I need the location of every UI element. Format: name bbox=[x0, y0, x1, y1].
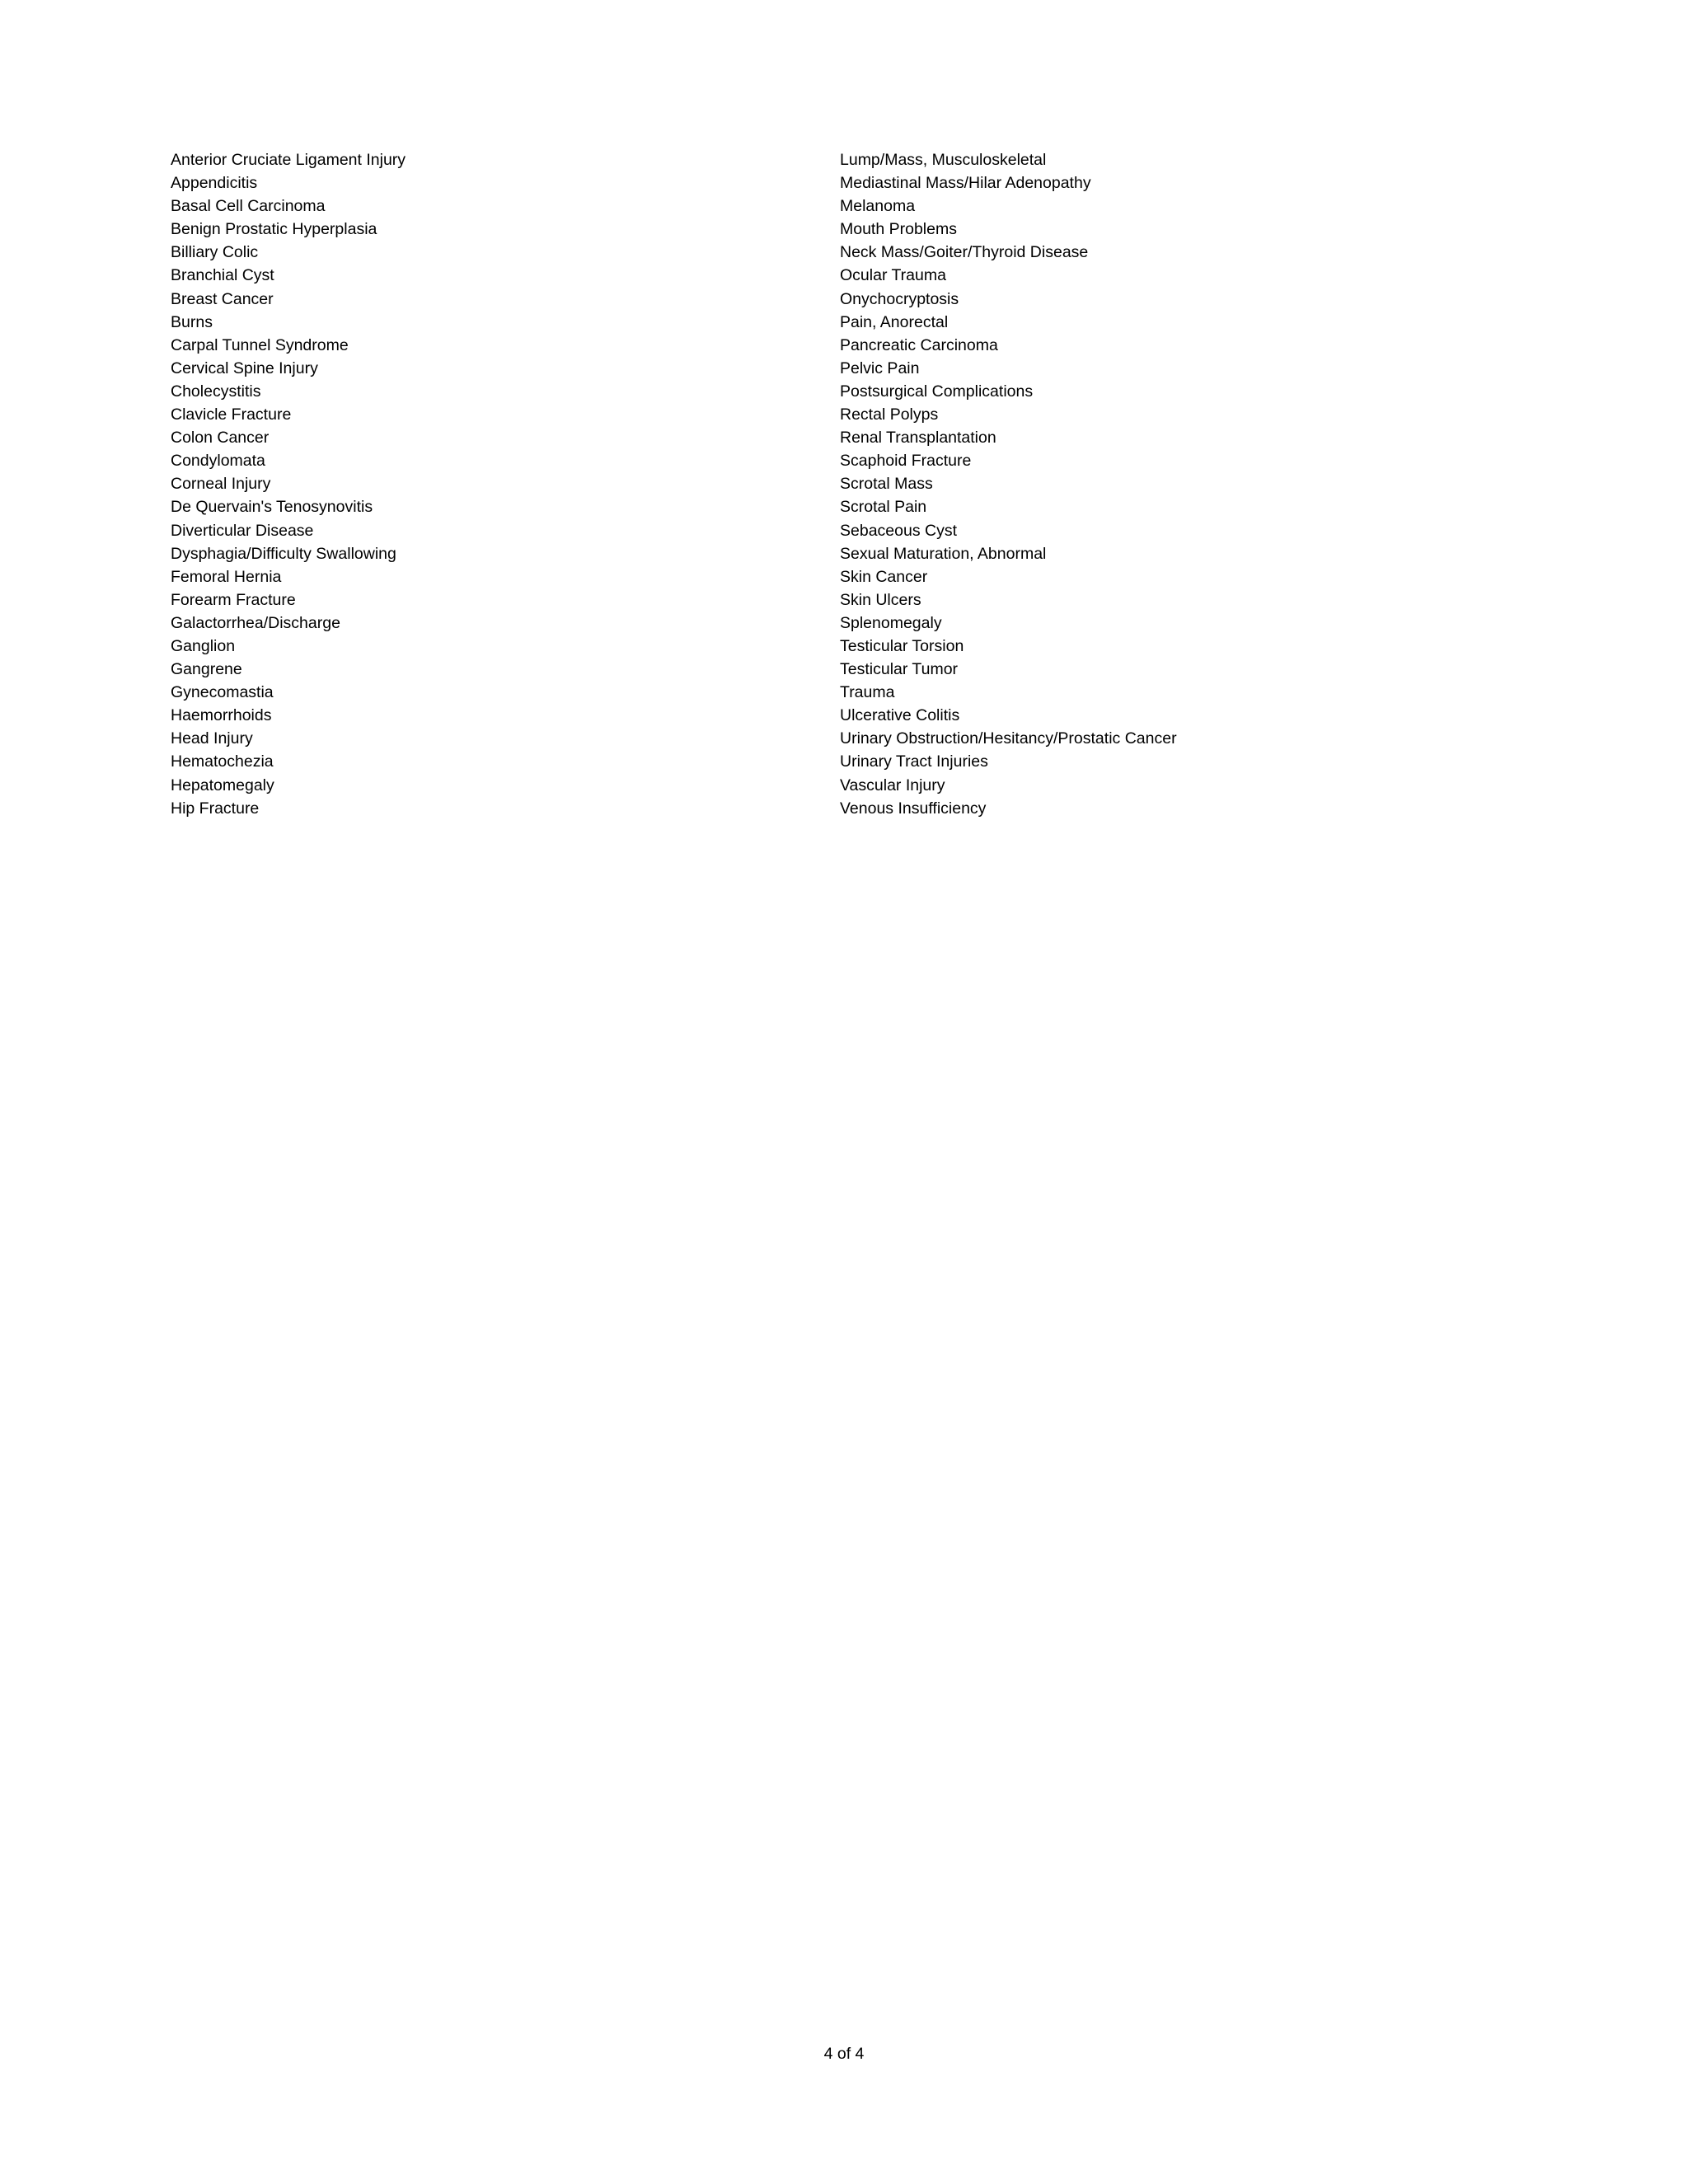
list-item: Appendicitis bbox=[171, 174, 258, 193]
condition-list-left bbox=[171, 148, 797, 820]
list-item: Benign Prostatic Hyperplasia bbox=[171, 220, 377, 239]
list-item: Lump/Mass, Musculoskeletal bbox=[840, 151, 1047, 169]
list-item: Trauma bbox=[840, 683, 895, 702]
list-item: Billiary Colic bbox=[171, 243, 259, 262]
list-item: Basal Cell Carcinoma bbox=[171, 197, 326, 216]
list-item: Head Injury bbox=[171, 729, 253, 748]
list-item: Haemorrhoids bbox=[171, 706, 272, 725]
list-item: Renal Transplantation bbox=[840, 429, 996, 448]
list-item: Sebaceous Cyst bbox=[840, 521, 957, 540]
list-item: Testicular Torsion bbox=[840, 636, 964, 655]
list-item: Ganglion bbox=[171, 636, 236, 655]
list-item: Vascular Injury bbox=[840, 776, 945, 794]
list-item: Forearm Fracture bbox=[171, 590, 296, 609]
list-item: Scrotal Mass bbox=[840, 475, 933, 494]
list-item: Burns bbox=[171, 312, 213, 331]
list-item: Scrotal Pain bbox=[840, 498, 927, 517]
list-item: Cervical Spine Injury bbox=[171, 359, 318, 377]
list-item: Ocular Trauma bbox=[840, 266, 946, 285]
list-item: Hepatomegaly bbox=[171, 776, 274, 794]
list-item: Femoral Hernia bbox=[171, 567, 282, 586]
list-item: Melanoma bbox=[840, 197, 916, 216]
list-item: Sexual Maturation, Abnormal bbox=[840, 544, 1047, 563]
list-item: Onychocryptosis bbox=[840, 289, 959, 308]
list-item: Pelvic Pain bbox=[840, 359, 920, 377]
list-item: Hematochezia bbox=[171, 752, 274, 771]
list-item: Skin Cancer bbox=[840, 567, 928, 586]
list-item: Condylomata bbox=[171, 452, 265, 471]
list-item: Mouth Problems bbox=[840, 220, 957, 239]
list-item: Carpal Tunnel Syndrome bbox=[171, 335, 349, 354]
list-item: Cholecystitis bbox=[171, 382, 261, 401]
list-item: Galactorrhea/Discharge bbox=[171, 613, 340, 632]
list-item: Neck Mass/Goiter/Thyroid Disease bbox=[840, 243, 1089, 262]
list-item: Mediastinal Mass/Hilar Adenopathy bbox=[840, 174, 1091, 193]
list-item: Scaphoid Fracture bbox=[840, 452, 972, 471]
list-item: Testicular Tumor bbox=[840, 660, 959, 679]
list-item: Postsurgical Complications bbox=[840, 382, 1034, 401]
condition-list-right bbox=[840, 148, 1582, 820]
page-number: 4 of 4 bbox=[823, 2045, 865, 2063]
list-item: Hip Fracture bbox=[171, 799, 260, 818]
list-item: De Quervain's Tenosynovitis bbox=[171, 498, 373, 517]
list-item: Pancreatic Carcinoma bbox=[840, 335, 998, 354]
list-item: Venous Insufficiency bbox=[840, 799, 987, 818]
list-item: Skin Ulcers bbox=[840, 590, 921, 609]
list-item: Urinary Obstruction/Hesitancy/Prostatic Cancer bbox=[840, 729, 1177, 748]
list-item: Gynecomastia bbox=[171, 683, 274, 702]
list-item: Pain, Anorectal bbox=[840, 312, 949, 331]
list-item: Dysphagia/Difficulty Swallowing bbox=[171, 544, 396, 563]
list-item: Anterior Cruciate Ligament Injury bbox=[171, 151, 406, 169]
list-item: Ulcerative Colitis bbox=[840, 706, 960, 725]
list-item: Diverticular Disease bbox=[171, 521, 314, 540]
list-item: Urinary Tract Injuries bbox=[840, 752, 988, 771]
list-item: Gangrene bbox=[171, 660, 242, 679]
list-item: Clavicle Fracture bbox=[171, 405, 292, 424]
list-item: Colon Cancer bbox=[171, 429, 270, 448]
list-item: Branchial Cyst bbox=[171, 266, 274, 285]
list-item: Breast Cancer bbox=[171, 289, 274, 308]
list-item: Corneal Injury bbox=[171, 475, 271, 494]
list-item: Splenomegaly bbox=[840, 613, 942, 632]
list-item: Rectal Polyps bbox=[840, 405, 939, 424]
